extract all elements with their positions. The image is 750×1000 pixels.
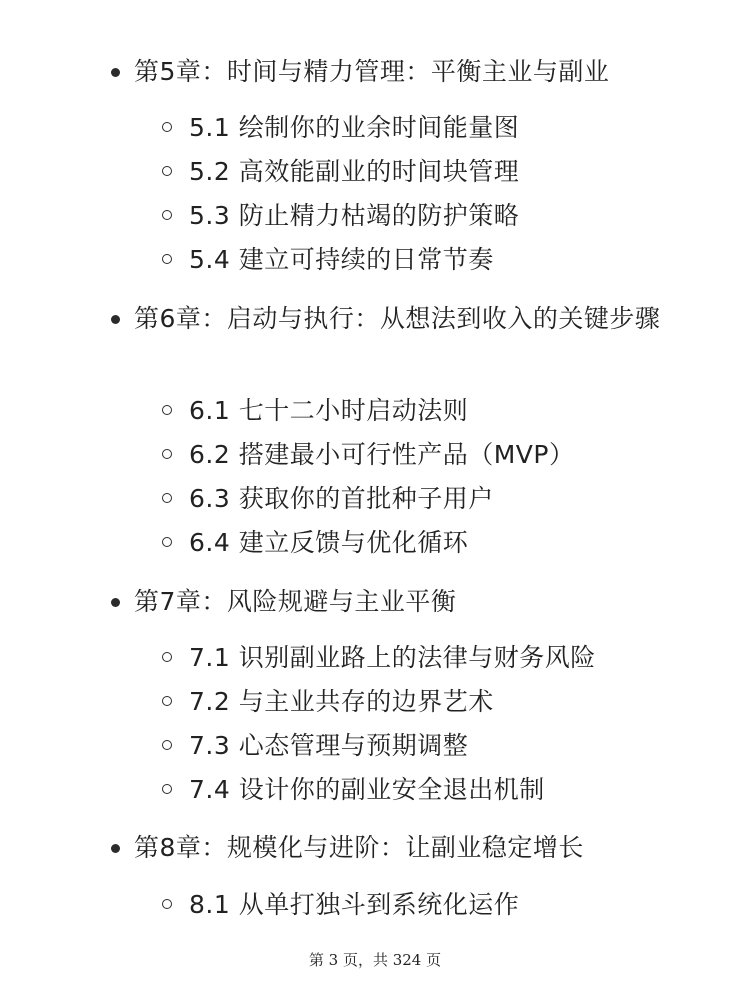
chapter-title: 第7章：风险规避与主业平衡 — [134, 587, 457, 616]
hollow-bullet-icon — [162, 210, 172, 220]
hollow-bullet-icon — [162, 449, 172, 459]
section-title: 8.1 从单打独斗到系统化运作 — [189, 890, 520, 919]
section-title: 5.3 防止精力枯竭的防护策略 — [189, 201, 520, 230]
section-item — [0, 238, 750, 282]
bullet-icon — [111, 68, 120, 77]
section-title: 5.1 绘制你的业余时间能量图 — [189, 113, 520, 142]
hollow-bullet-icon — [162, 696, 172, 706]
section-item — [0, 680, 750, 724]
chapter-title: 第6章：启动与执行：从想法到收入的关键步骤 — [134, 304, 661, 333]
section-item — [0, 389, 750, 433]
section-item — [0, 636, 750, 680]
section-item — [0, 724, 750, 768]
section-title: 5.2 高效能副业的时间块管理 — [189, 157, 520, 186]
hollow-bullet-icon — [162, 784, 172, 794]
section-item — [0, 521, 750, 565]
bullet-icon — [111, 598, 120, 607]
section-item — [0, 433, 750, 477]
hollow-bullet-icon — [162, 166, 172, 176]
hollow-bullet-icon — [162, 405, 172, 415]
section-item — [0, 477, 750, 521]
section-title: 6.1 七十二小时启动法则 — [189, 396, 469, 425]
bullet-icon — [111, 315, 120, 324]
section-item — [0, 883, 750, 927]
chapter-title: 第5章：时间与精力管理：平衡主业与副业 — [134, 57, 610, 86]
bullet-icon — [111, 844, 120, 853]
hollow-bullet-icon — [162, 493, 172, 503]
hollow-bullet-icon — [162, 652, 172, 662]
section-title: 5.4 建立可持续的日常节奏 — [189, 245, 494, 274]
section-title: 7.3 心态管理与预期调整 — [189, 731, 469, 760]
section-item — [0, 768, 750, 812]
section-title: 7.2 与主业共存的边界艺术 — [189, 687, 494, 716]
hollow-bullet-icon — [162, 740, 172, 750]
section-item — [0, 194, 750, 238]
hollow-bullet-icon — [162, 899, 172, 909]
chapter-title: 第8章：规模化与进阶：让副业稳定增长 — [134, 833, 584, 862]
section-item — [0, 150, 750, 194]
section-title: 6.4 建立反馈与优化循环 — [189, 528, 469, 557]
hollow-bullet-icon — [162, 122, 172, 132]
section-title: 7.4 设计你的副业安全退出机制 — [189, 775, 545, 804]
section-item — [0, 106, 750, 150]
hollow-bullet-icon — [162, 537, 172, 547]
section-title: 7.1 识别副业路上的法律与财务风险 — [189, 643, 596, 672]
section-title: 6.3 获取你的首批种子用户 — [189, 484, 494, 513]
hollow-bullet-icon — [162, 254, 172, 264]
section-title: 6.2 搭建最小可行性产品（MVP） — [189, 440, 575, 469]
page-number: 第 3 页，共 324 页 — [308, 951, 442, 969]
